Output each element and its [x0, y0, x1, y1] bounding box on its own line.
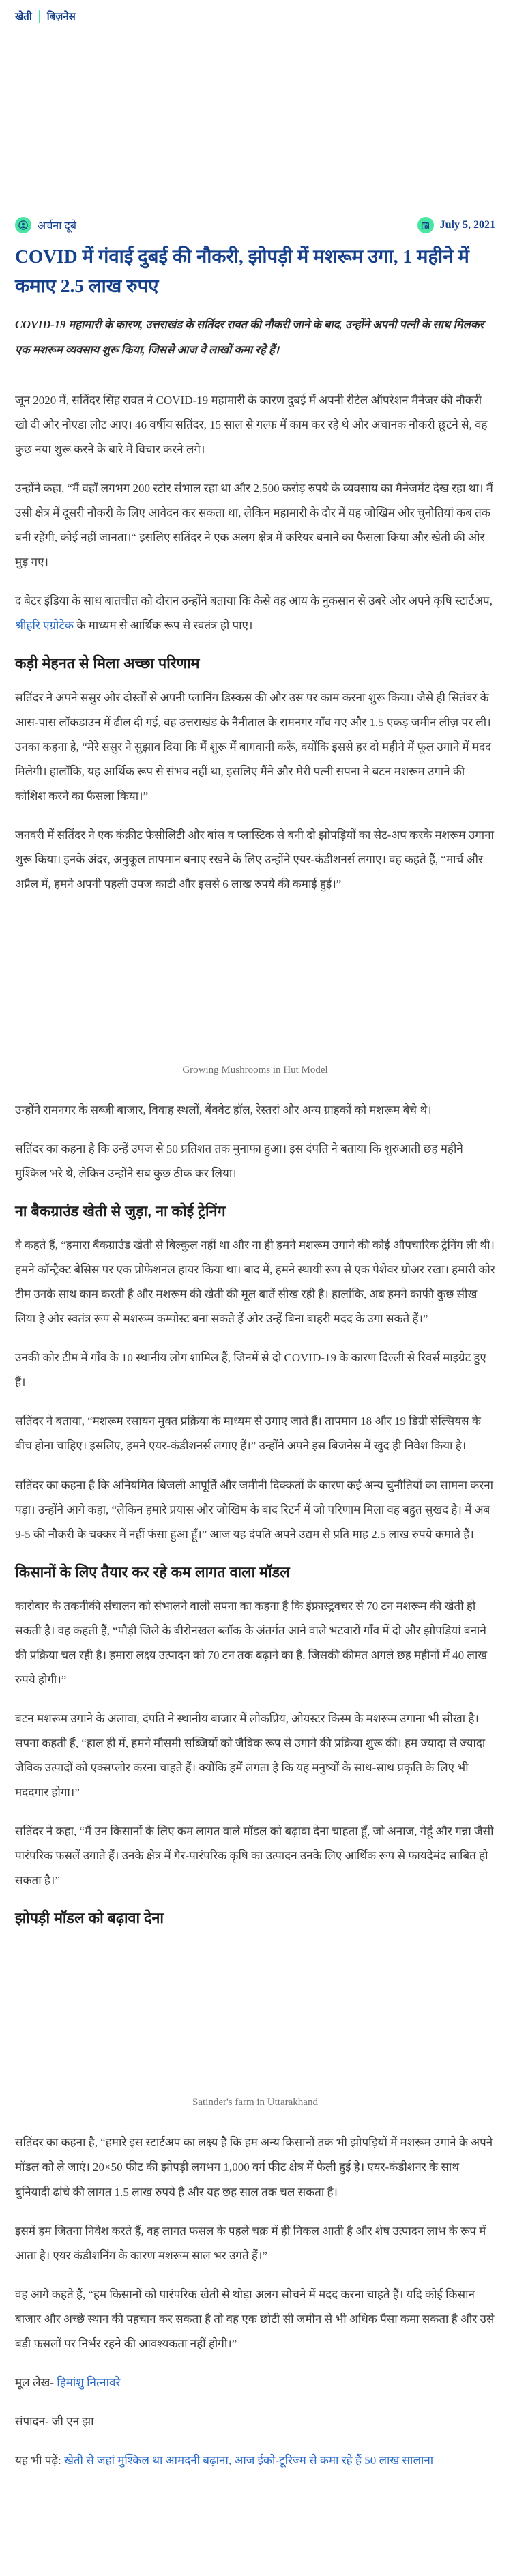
breadcrumb	[15, 10, 495, 23]
paragraph-text: के माध्यम से आर्थिक रूप से स्वतंत्र हो पाए।	[74, 619, 253, 633]
paragraph: सतिंदर ने बताया, “मशरूम रसायन मुक्त प्रक्रिया के माध्यम से उगाए जाते हैं। तापमान 18 और 19 डिग्री सेल्सियस के बीच होना चाहिए। इसलिए, हमने एयर-कंडीशनर्स लगाए हैं।” उन्होंने अपने इस बिजनेस में खुद ही निवेश किया है।	[15, 1415, 481, 1453]
page-title: COVID में गंवाई दुबई की नौकरी, झोपड़ी में मशरूम उगा, 1 महीने में कमाए 2.5 लाख रुपए	[15, 246, 469, 297]
date-block	[417, 217, 495, 233]
paragraph: जनवरी में सतिंदर ने एक कंक्रीट फेसीलिटी और बांस व प्लास्टिक से बनी दो झोपड़ियों का सेट-अप करके मशरूम उगाना शुरू किया। इनके अंदर, अनुकूल तापमान बनाए रखने के लिए उन्होंने एयर-कंडीशनर्स लगाए। वह कहते हैं, “मार्च और अप्रैल में, हमने अपनी पहली उपज काटी और इससे 6 लाख रुपये की कमाई हुई।”	[15, 828, 494, 891]
also-read-link[interactable]: खेती से जहां मुश्किल था आमदनी बढ़ाना, आज ईको-टूरिज्म से कमा रहे हैं 50 लाख सालाना	[63, 2453, 434, 2467]
paragraph: जून 2020 में, सतिंदर सिंह रावत ने COVID-19 महामारी के कारण दुबई में अपनी रीटेल ऑपरेशन मैनेजर की नौकरी खो दी और नोएडा लौट आए। 46 वर्षीय सतिंदर, 15 साल से गल्फ में काम कर रहे थे और अचानक नौकरी छूटने से, वह कुछ नया शुरू करने के बारे में विचार करने लगे।	[15, 394, 488, 457]
article-meta-row	[15, 217, 495, 233]
also-read-line	[15, 2448, 495, 2473]
paragraph: सतिंदर का कहना है कि उन्हें उपज से 50 प्रतिशत तक मुनाफा हुआ। इस दंपति ने बताया कि शुरुआती छह महीने मुश्किल भरे थे, लेकिन उन्होंने सब कुछ ठीक कर लिया।	[15, 1142, 463, 1180]
author-avatar-icon	[15, 217, 31, 233]
paragraph: उनकी कोर टीम में गाँव के 10 स्थानीय लोग शामिल हैं, जिनमें से दो COVID-19 के कारण दिल्ली से रिवर्स माइग्रेट हुए हैं।	[15, 1351, 486, 1389]
author-block	[15, 217, 76, 233]
section-heading-hut-model: झोपड़ी मॉडल को बढ़ावा देना	[15, 1910, 164, 1927]
original-author-line	[15, 2371, 495, 2395]
breadcrumb-separator-bar	[39, 10, 40, 23]
article-body	[15, 388, 495, 2473]
paragraph: बटन मशरूम उगाने के अलावा, दंपति ने स्थानीय बाजार में लोकप्रिय, ओयस्टर किस्म के मशरूम उगाना भी सीखा है। सपना कहती हैं, “हाल ही में, हमने मौसमी सब्जियों को जैविक रूप से उगाने की प्रक्रिया शुरू की। हम ज्यादा से ज्यादा जैविक उत्पादों को एक्सप्लोर करना चाहते हैं। क्योंकि हमें लगता है कि यह मनुष्यों के साथ-साथ प्रकृति के लिए भी मददगार होगा।”	[15, 1711, 486, 1799]
also-read-label: यह भी पढ़ें:	[15, 2453, 64, 2467]
shrihari-agrotech-link[interactable]: श्रीहरि एग्रोटेक	[15, 619, 74, 633]
paragraph: उन्होंने कहा, “मैं वहाँ लगभग 200 स्टोर संभाल रहा था और 2,500 करोड़ रुपये के व्यवसाय का मैनेजमेंट देख रहा था। मैं उसी क्षेत्र में दूसरी नौकरी के लिए आवेदन कर सकता था, लेकिन महामारी के दौर में यह जोखिम और चुनौतियां कब तक बनी रहेंगी, कोई नहीं जानता।“ इसलिए सतिंदर ने एक अलग क्षेत्र में करियर बनाने का फैसला किया और खेती की ओर मुड़ गए।	[15, 482, 493, 569]
image-caption: Growing Mushrooms in Hut Model	[182, 1064, 328, 1075]
article-dek: COVID-19 महामारी के कारण, उत्तराखंड के सतिंदर रावत की नौकरी जाने के बाद, उन्होंने अपनी पत्नी के साथ मिलकर एक मशरूम व्यवसाय शुरू किया, जिससे आज वे लाखों कमा रहे हैं।	[15, 317, 484, 356]
image-caption: Satinder's farm in Uttarakhand	[192, 2097, 318, 2109]
editor-line: संपादन- जी एन झा	[15, 2414, 94, 2428]
breadcrumb-category-kheti[interactable]: खेती	[15, 12, 32, 23]
farm-image-placeholder	[15, 1947, 495, 2092]
paragraph: वह आगे कहते हैं, “हम किसानों को पारंपरिक खेती से थोड़ा अलग सोचने में मदद करना चाहते हैं। यदि कोई किसान बाजार और अच्छे स्थान की पहचान कर सकता है तो वह एक छोटी सी जमीन से भी अधिक पैसा कमा सकता है और उसे बड़ी फसलों पर निर्भर रहने की आवश्यकता नहीं होगी।”	[15, 2287, 495, 2350]
section-heading-results: कड़ी मेहनत से मिला अच्छा परिणाम	[15, 655, 200, 672]
original-author-label: मूल लेख-	[15, 2375, 57, 2389]
paragraph: सतिंदर का कहना है, “हमारे इस स्टार्टअप का लक्ष्य है कि हम अन्य किसानों तक भी झोपड़ियों में मशरूम उगाने के अपने मॉडल को ले जाएं। 20×50 फीट की झोपड़ी लगभग 1,000 वर्ग फीट क्षेत्र में फैली हुई है। एयर-कंडीशनर के साथ बुनियादी ढांचे की लागत 1.5 लाख रुपये है और यह छह साल तक चल सकता है।	[15, 2136, 493, 2199]
section-heading-no-training: ना बैकग्राउंड खेती से जुड़ा, ना कोई ट्रेनिंग	[15, 1203, 226, 1219]
paragraph-with-link	[15, 589, 495, 638]
section-heading-low-cost-model: किसानों के लिए तैयार कर रहे कम लागत वाला मॉडल	[15, 1563, 290, 1580]
mushroom-hut-image-placeholder	[15, 914, 495, 1059]
paragraph: सतिंदर ने अपने ससुर और दोस्तों से अपनी प्लानिंग डिस्कस की और उस पर काम करना शुरू किया। जैसे ही सितंबर के आस-पास लॉकडाउन में ढील दी गई, वह उत्तराखंड के नैनीताल के रामनगर गाँव गए और 1.5 एकड़ जमीन लीज़ पर ली। उनका कहना है, “मेरे ससुर ने सुझाव दिया कि मैं शुरू में बागवानी करूँ, क्योंकि इससे हर दो महीने में फूल उगाने में मदद मिलेगी। हालाँकि, यह आर्थिक रूप से संभव नहीं था, इसलिए मैंने और मेरी पत्नी सपना ने बटन मशरूम उगाने की कोशिश करने का फैसला किया।”	[15, 691, 492, 802]
article-credits	[15, 2371, 495, 2473]
original-author-link[interactable]: हिमांशु नित्नावरे	[57, 2375, 121, 2389]
hero-image-placeholder	[15, 23, 495, 213]
breadcrumb-category-business[interactable]: बिज़नेस	[46, 12, 76, 23]
paragraph: इसमें हम जितना निवेश करते हैं, वह लागत फसल के पहले चक्र में ही निकल आती है और शेष उत्पादन लाभ के रूप में आता है। एयर कंडीशनिंग के कारण मशरूम साल भर उगते हैं।”	[15, 2224, 486, 2262]
paragraph: उन्होंने रामनगर के सब्जी बाजार, विवाह स्थलों, बैंक्वेट हॉल, रेस्तरां और अन्य ग्राहकों को मशरूम बेचे थे।	[15, 1103, 432, 1116]
paragraph: सतिंदर ने कहा, “मैं उन किसानों के लिए कम लागत वाले मॉडल को बढ़ावा देना चाहता हूँ, जो अनाज, गेहूं और गन्ना जैसी पारंपरिक फसलें उगाते हैं। उनके क्षेत्र में गैर-पारंपरिक कृषि का उत्पादन उनके लिए आर्थिक रूप से फायदेमंद साबित हो सकता है।”	[15, 1825, 494, 1887]
inline-image-figure	[15, 1947, 495, 2110]
paragraph: सतिंदर का कहना है कि अनियमित बिजली आपूर्ति और जमीनी दिक्कतों के कारण कई अन्य चुनौतियों का सामना करना पड़ा। उन्होंने आगे कहा, “लेकिन हमारे प्रयास और जोखिम के बाद रिटर्न में जो परिणाम मिला वह बहुत सुखद है। मैं अब 9-5 की नौकरी के चक्कर में नहीं फंसा हुआ हूँ।” आज यह दंपति अपने उद्यम से प्रति माह 2.5 लाख रुपये कमाते हैं।	[15, 1478, 494, 1541]
inline-image-figure	[15, 914, 495, 1077]
calendar-icon	[417, 217, 434, 233]
paragraph: वे कहते हैं, “हमारा बैकग्राउंड खेती से बिल्कुल नहीं था और ना ही हमने मशरूम उगाने की कोई औपचारिक ट्रेनिंग ली थी। हमने कॉन्ट्रैक्ट बेसिस पर एक प्रोफेशनल हायर किया था। बाद में, हमने स्थायी रूप से एक पेशेवर ग्रोअर रखा। हमारी कोर टीम उनके साथ काम करती है और मशरूम की खेती की मूल बातें सीख रही है। हालांकि, अब हमने काफी कुछ सीख लिया है और स्वतंत्र रूप से मशरूम कम्पोस्ट बना सकते हैं और उन्हें बिना बाहरी मदद के उगा सकते हैं।”	[15, 1239, 495, 1326]
paragraph-text: द बेटर इंडिया के साथ बातचीत को दौरान उन्होंने बताया कि कैसे वह आय के नुकसान से उबरे और अपने कृषि स्टार्टअप,	[15, 594, 493, 608]
paragraph: कारोबार के तकनीकी संचालन को संभालने वाली सपना का कहना है कि इंफ्रास्ट्रक्चर से 70 टन मशरूम की खेती हो सकती है। वह कहती हैं, “पौड़ी जिले के बीरोनखल ब्लॉक के अंतर्गत आने वाले भटवारों गाँव में दो और झोपड़ियां बनाने की प्रक्रिया चल रही है। हमारा लक्ष्य उत्पादन को 70 टन तक बढ़ाने का है, जिसकी कीमत अगले छह महीनों में 40 लाख रुपये होगी।”	[15, 1599, 488, 1686]
author-name-link[interactable]: अर्चना दूबे	[38, 220, 77, 232]
publish-date: July 5, 2021	[439, 219, 495, 231]
